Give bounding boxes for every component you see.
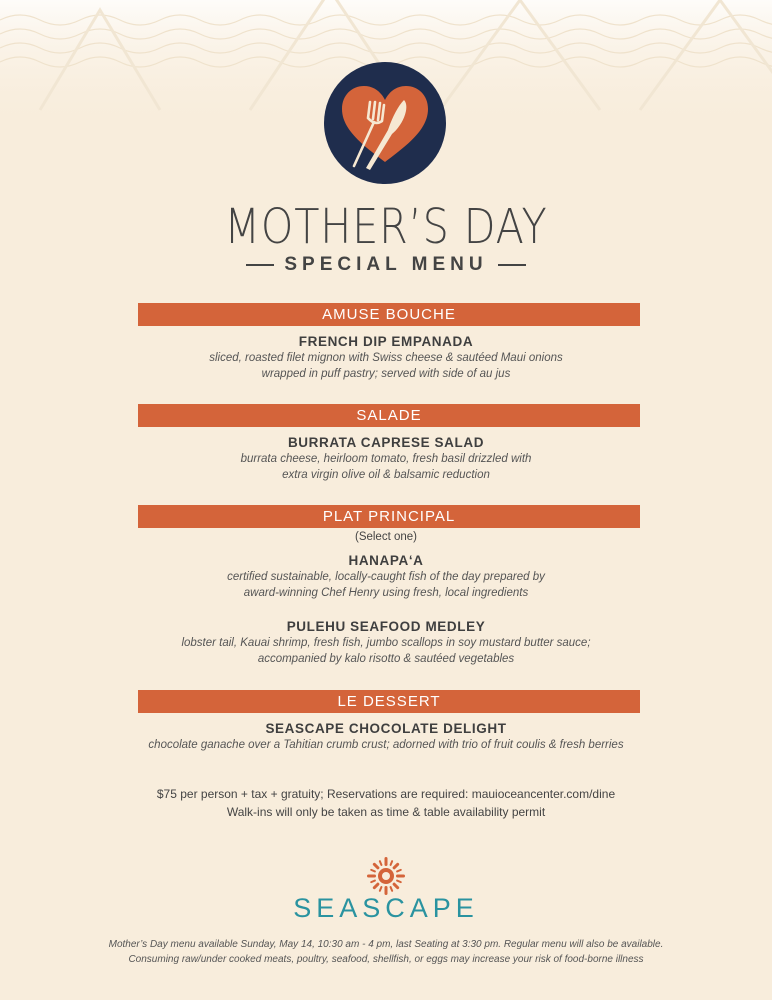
sun-seal-icon (366, 856, 406, 896)
dish-description: certified sustainable, locally-caught fish of the day prepared by (227, 571, 545, 583)
section-heading-plat-principal: PLAT PRINCIPAL (138, 505, 640, 528)
dish-title: HANAPA‘A (348, 553, 424, 568)
subtitle-row (0, 254, 772, 276)
footer-availability: Mother’s Day menu available Sunday, May 14, 10:30 am - 4 pm, last Seating at 3:30 pm. Regular menu will also be available. (108, 939, 664, 950)
dish-title: FRENCH DIP EMPANADA (298, 334, 474, 349)
divider (498, 264, 526, 266)
walk-in-note: Walk-ins will only be taken as time & table availability permit (226, 805, 546, 819)
section-heading-le-dessert: LE DESSERT (138, 690, 640, 713)
footer-health-warning: Consuming raw/under cooked meats, poultry, seafood, shellfish, or eggs may increase your risk of food-borne illness (128, 954, 644, 965)
section-heading-amuse-bouche: AMUSE BOUCHE (138, 303, 640, 326)
select-one-note: (Select one) (354, 531, 417, 543)
dish-title: SEASCAPE CHOCOLATE DELIGHT (265, 721, 507, 736)
heart-fork-knife-icon (324, 62, 446, 184)
brand-logo-text: SEASCAPE (293, 893, 479, 923)
page-title: MOTHER’S DAY (224, 199, 548, 255)
divider (246, 264, 274, 266)
dish-description: sliced, roasted filet mignon with Swiss cheese & sautéed Maui onions (209, 352, 563, 364)
dish-description: accompanied by kalo risotto & sautéed vegetables (257, 653, 515, 665)
dish-description: lobster tail, Kauai shrimp, fresh fish, jumbo scallops in soy mustard butter sauce; (181, 637, 591, 649)
section-heading-salade: SALADE (138, 404, 640, 427)
dish-title: PULEHU SEAFOOD MEDLEY (286, 619, 486, 634)
dish-description: chocolate ganache over a Tahitian crumb crust; adorned with trio of fruit coulis & fresh berries (148, 739, 624, 751)
dish-description: award-winning Chef Henry using fresh, local ingredients (243, 587, 529, 599)
dish-description: burrata cheese, heirloom tomato, fresh basil drizzled with (240, 453, 532, 465)
page-subtitle: SPECIAL MENU (284, 254, 488, 275)
pricing-line: $75 per person + tax + gratuity; Reservations are required: mauioceancenter.com/dine (156, 787, 616, 801)
dish-description: extra virgin olive oil & balsamic reduction (282, 469, 490, 481)
dish-title: BURRATA CAPRESE SALAD (287, 435, 485, 450)
dish-description: wrapped in puff pastry; served with side of au jus (261, 368, 511, 380)
